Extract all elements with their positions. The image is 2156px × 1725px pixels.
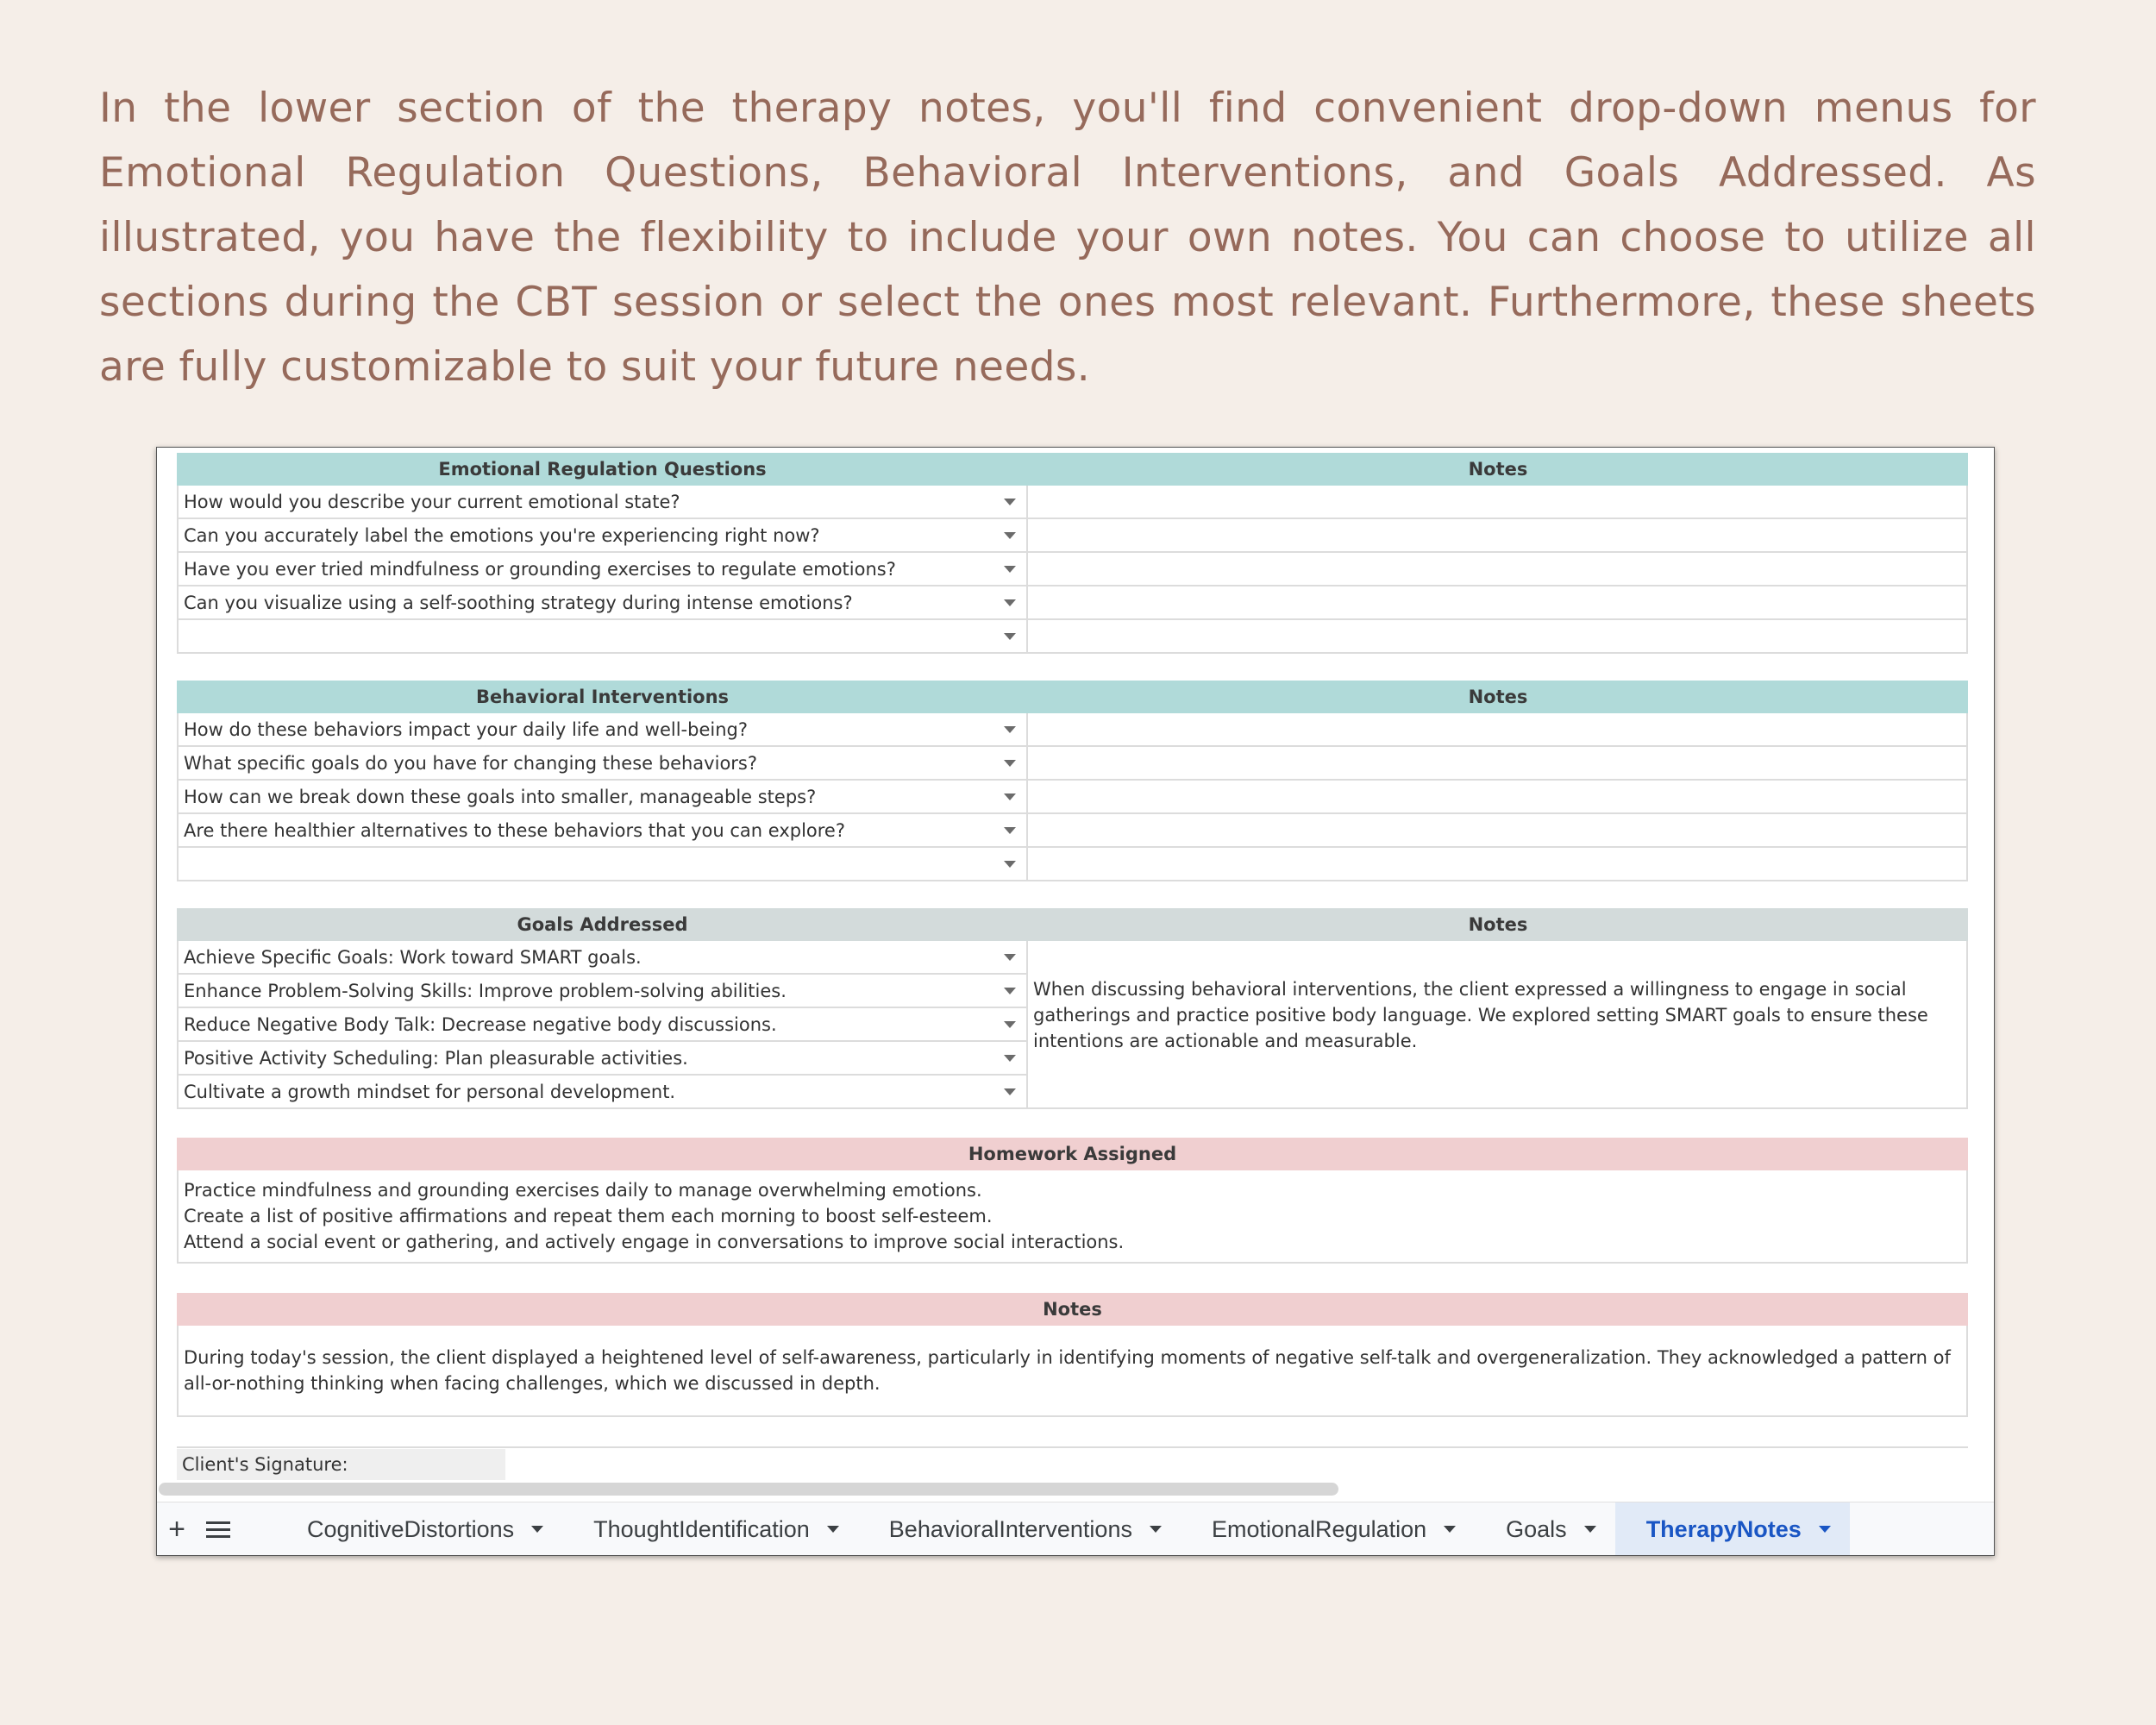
notes-cell[interactable] (1028, 848, 1968, 880)
dropdown-caret-icon[interactable] (1004, 633, 1016, 640)
dropdown-cell[interactable]: How do these behaviors impact your daily life and well-being? (177, 713, 1028, 745)
dropdown-cell[interactable]: Have you ever tried mindfulness or grounding exercises to regulate emotions? (177, 553, 1028, 585)
dropdown-caret-icon[interactable] (1004, 1055, 1016, 1062)
tab-goals[interactable]: Goals (1475, 1502, 1615, 1556)
signature-label: Client's Signature: (177, 1449, 505, 1480)
dropdown-cell[interactable]: How would you describe your current emotional state? (177, 486, 1028, 518)
sheet-tab-bar (157, 1502, 1994, 1556)
dropdown-cell[interactable]: Positive Activity Scheduling: Plan pleasurable activities. (177, 1042, 1028, 1074)
dropdown-caret-icon[interactable] (1004, 861, 1016, 868)
emotional-notes-header: Notes (1468, 459, 1528, 480)
goals-notes-header: Notes (1468, 914, 1528, 935)
dropdown-caret-icon[interactable] (1004, 794, 1016, 800)
behavioral-notes-header: Notes (1468, 687, 1528, 707)
tab-behavioral-interventions[interactable]: BehavioralInterventions (858, 1502, 1181, 1556)
add-sheet-button[interactable]: + (168, 1512, 185, 1546)
homework-line: Practice mindfulness and grounding exercises daily to manage overwhelming emotions. (184, 1180, 982, 1201)
signature-row (177, 1446, 1968, 1481)
notes-cell[interactable] (1028, 620, 1968, 652)
spreadsheet-window (156, 447, 1995, 1556)
behavioral-interventions-table (177, 681, 1968, 881)
dropdown-caret-icon[interactable] (1004, 726, 1016, 733)
dropdown-cell[interactable] (177, 620, 1028, 652)
tab-caret-icon[interactable] (1819, 1526, 1831, 1533)
notes-cell[interactable] (1028, 586, 1968, 618)
homework-table (177, 1138, 1968, 1264)
session-notes-text: During today's session, the client displayed a heightened level of self-awareness, particularly in identifying moments of negative self-talk and overgeneralization. They acknowledged a pattern of all-or-nothing thinking when facing challenges, which we discussed in depth. (184, 1347, 1951, 1394)
session-notes-cell[interactable] (177, 1326, 1968, 1417)
tab-therapy-notes[interactable]: TherapyNotes (1615, 1502, 1850, 1556)
tab-emotional-regulation[interactable]: EmotionalRegulation (1181, 1502, 1475, 1556)
tab-caret-icon[interactable] (531, 1526, 543, 1533)
tab-caret-icon[interactable] (1444, 1526, 1456, 1533)
goals-notes-cell[interactable]: When discussing behavioral interventions, the client expressed a willingness to engage in social gatherings and practice positive body language. We explored setting SMART goals to ensure these intentions are actionable and measurable. (1028, 941, 1968, 1109)
notes-cell[interactable] (1028, 486, 1968, 518)
dropdown-cell[interactable]: Can you visualize using a self-soothing strategy during intense emotions? (177, 586, 1028, 618)
horizontal-scrollbar[interactable] (159, 1483, 1338, 1496)
dropdown-caret-icon[interactable] (1004, 566, 1016, 573)
dropdown-cell[interactable]: Enhance Problem-Solving Skills: Improve problem-solving abilities. (177, 975, 1028, 1007)
homework-line: Attend a social event or gathering, and actively engage in conversations to improve social interactions. (184, 1232, 1125, 1252)
notes-cell[interactable] (1028, 814, 1968, 846)
tab-caret-icon[interactable] (1150, 1526, 1162, 1533)
dropdown-caret-icon[interactable] (1004, 1021, 1016, 1028)
homework-line: Create a list of positive affirmations and repeat them each morning to boost self-esteem. (184, 1206, 993, 1226)
dropdown-caret-icon[interactable] (1004, 599, 1016, 606)
emotional-regulation-table (177, 453, 1968, 654)
tab-caret-icon[interactable] (827, 1526, 839, 1533)
emotional-header: Emotional Regulation Questions (438, 459, 767, 480)
dropdown-caret-icon[interactable] (1004, 499, 1016, 505)
tab-caret-icon[interactable] (1584, 1526, 1596, 1533)
dropdown-cell[interactable]: Cultivate a growth mindset for personal development. (177, 1076, 1028, 1107)
notes-cell[interactable] (1028, 553, 1968, 585)
dropdown-cell[interactable] (177, 848, 1028, 880)
notes-cell[interactable] (1028, 781, 1968, 812)
dropdown-cell[interactable]: Reduce Negative Body Talk: Decrease negative body discussions. (177, 1008, 1028, 1040)
notes-cell[interactable] (1028, 519, 1968, 551)
dropdown-caret-icon[interactable] (1004, 760, 1016, 767)
dropdown-cell[interactable]: Can you accurately label the emotions you're experiencing right now? (177, 519, 1028, 551)
behavioral-header: Behavioral Interventions (475, 687, 730, 707)
all-sheets-menu-icon[interactable] (197, 1521, 240, 1538)
tab-thought-identification[interactable]: ThoughtIdentification (562, 1502, 858, 1556)
dropdown-cell[interactable]: Are there healthier alternatives to these behaviors that you can explore? (177, 814, 1028, 846)
dropdown-cell[interactable]: Achieve Specific Goals: Work toward SMART goals. (177, 941, 1028, 973)
notes-cell[interactable] (1028, 713, 1968, 745)
notes-cell[interactable] (1028, 747, 1968, 779)
tab-cognitive-distortions[interactable]: CognitiveDistortions (276, 1502, 562, 1556)
dropdown-caret-icon[interactable] (1004, 954, 1016, 961)
dropdown-cell[interactable]: What specific goals do you have for changing these behaviors? (177, 747, 1028, 779)
session-notes-header: Notes (177, 1293, 1968, 1326)
dropdown-caret-icon[interactable] (1004, 827, 1016, 834)
goals-addressed-table (177, 908, 1968, 1109)
dropdown-cell[interactable]: How can we break down these goals into smaller, manageable steps? (177, 781, 1028, 812)
session-notes-table (177, 1293, 1968, 1417)
dropdown-caret-icon[interactable] (1004, 988, 1016, 994)
homework-header: Homework Assigned (177, 1138, 1968, 1170)
dropdown-caret-icon[interactable] (1004, 1088, 1016, 1095)
goals-header: Goals Addressed (517, 914, 688, 935)
homework-cell[interactable] (177, 1170, 1968, 1264)
intro-paragraph: In the lower section of the therapy notes, you'll find convenient drop-down menus for Emotional Regulation Questions, Behavioral Interventions, and Goals Addressed. As illustrated, you have the flexibility to include your own notes. You can choose to utilize all sections during the CBT session or select the ones most relevant. Furthermore, these sheets are fully customizable to suit your future needs. (99, 85, 2036, 391)
dropdown-caret-icon[interactable] (1004, 532, 1016, 539)
